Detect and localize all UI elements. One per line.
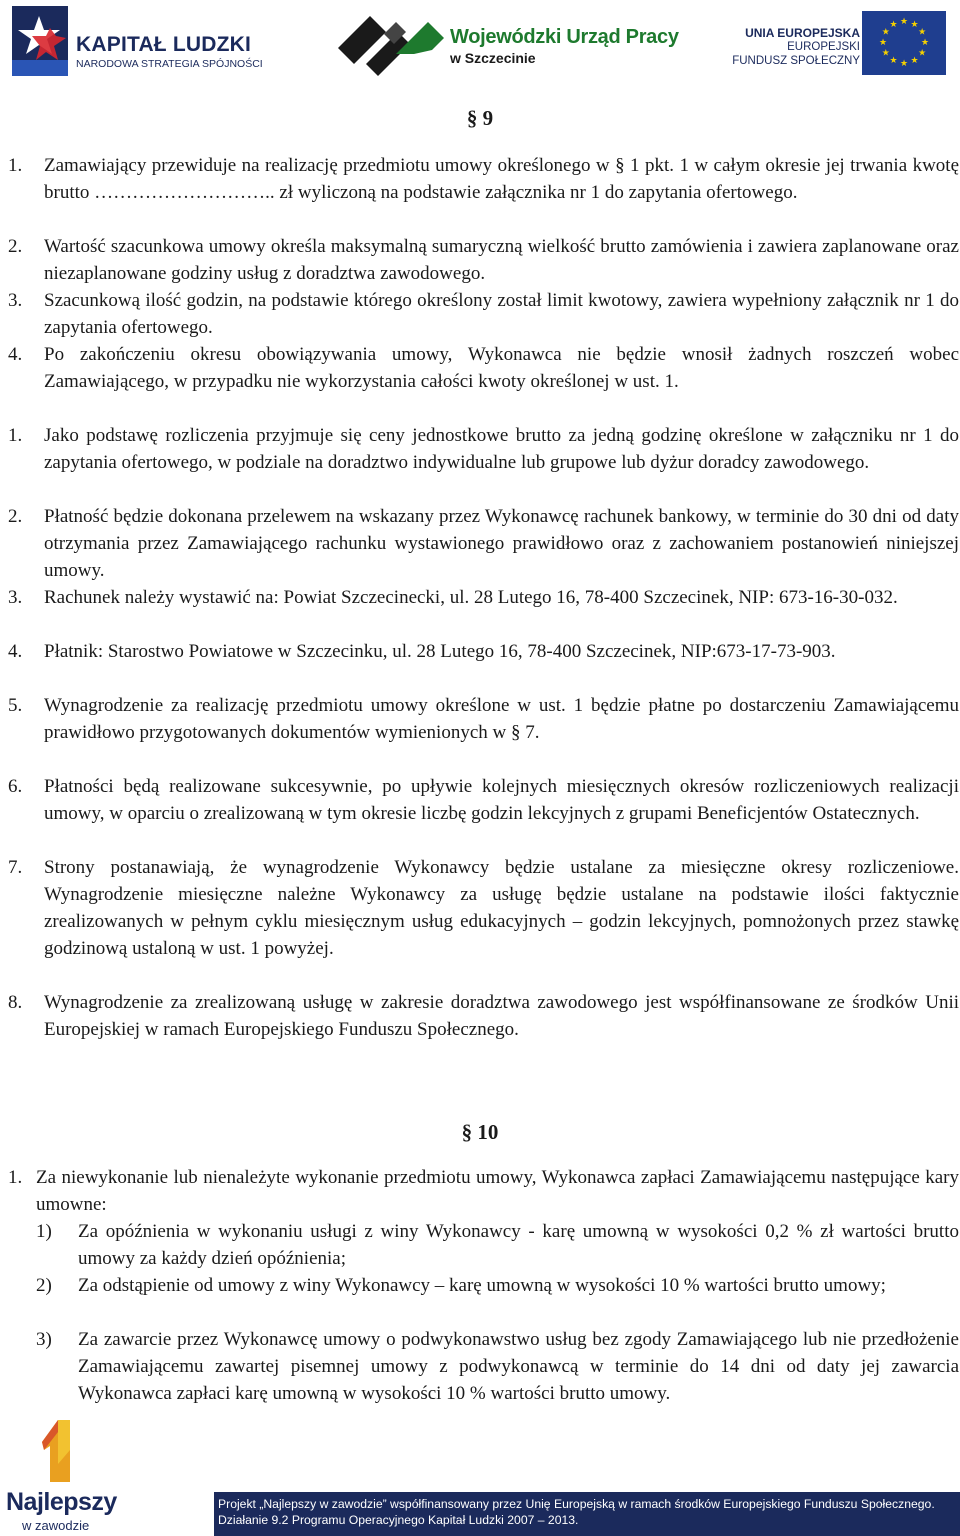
najlepszy-logo-text: Najlepszy xyxy=(6,1488,117,1516)
svg-text:★: ★ xyxy=(881,27,890,38)
svg-text:★: ★ xyxy=(899,59,909,69)
s9-paragraph-1 xyxy=(8,152,959,206)
paragraph-text: Wynagrodzenie za zrealizowaną usługę w zakresie doradztwa zawodowego jest współfinansowane ze środków Unii Europejskiej w ramach Europejskiego Funduszu Społecznego. xyxy=(44,992,959,1040)
kapital-ludzki-star-icon xyxy=(12,6,72,78)
paragraph-text: Strony postanawiają, że wynagrodzenie Wykonawcy będzie ustalane za miesięczne okresy rozliczeniowe. Wynagrodzenie miesięczne należne Wykonawcy za usługę będzie ustalane na podstawie ilości faktycznie zrealizowanych w pełnym cyklu miesięcznym usług edukacyjnych – godzin lekcyjnych, pomnożonych przez stawkę godzinową ustaloną w ust. 1 powyżej. xyxy=(44,857,959,959)
paragraph-text: Za niewykonanie lub nienależyte wykonanie przedmiotu umowy, Wykonawca zapłaci Zamawiającemu następujące kary umowne: xyxy=(36,1167,959,1215)
eu-line-3: FUNDUSZ SPOŁECZNY xyxy=(732,55,860,67)
s9-paragraph-12 xyxy=(8,989,959,1043)
svg-text:★: ★ xyxy=(910,56,919,67)
s9-paragraph-5 xyxy=(8,422,959,476)
item-text: Za zawarcie przez Wykonawcę umowy o podwykonawstwo usług bez zgody Zamawiającego lub nie przedłożenie Zamawiającemu zawartej pisemnej umowy z podwykonawcą w terminie do 14 dni od daty jej zawarcia Wykonawca zapłaci karę umowną w wysokości 10 % wartości brutto umowy. xyxy=(78,1329,959,1404)
eu-flag-icon xyxy=(862,11,946,75)
paragraph-text: Płatność będzie dokonana przelewem na wskazany przez Wykonawcę rachunek bankowy, w terminie do 30 dni od daty otrzymania przez Zamawiającego rachunku wystawionego prawidłowo oraz z zachowaniem postanowień niniejszej umowy. xyxy=(44,506,959,581)
s9-paragraph-9 xyxy=(8,692,959,746)
svg-text:★: ★ xyxy=(918,27,927,38)
paragraph-number: 2. xyxy=(8,236,23,257)
s9-paragraph-11 xyxy=(8,854,959,962)
kapital-ludzki-title: KAPITAŁ LUDZKI xyxy=(76,33,252,56)
kapital-ludzki-subtitle: NARODOWA STRATEGIA SPÓJNOŚCI xyxy=(76,58,263,70)
svg-text:★: ★ xyxy=(878,38,888,48)
paragraph-number: 3. xyxy=(8,587,23,608)
footer-project-info xyxy=(218,1496,960,1528)
paragraph-number: 5. xyxy=(8,695,23,716)
najlepszy-number-one-icon xyxy=(28,1420,88,1486)
section-9-heading: § 9 xyxy=(466,106,494,130)
item-number: 2) xyxy=(36,1275,52,1296)
paragraph-text: Płatności będą realizowane sukcesywnie, po upływie kolejnych miesięcznych okresów rozliczeniowych realizacji umowy, w oparciu o zrealizowaną w tym okresie liczbę godzin lekcyjnych z grupami Beneficjentów Ostatecznych. xyxy=(44,776,959,824)
paragraph-text: Płatnik: Starostwo Powiatowe w Szczecinku, ul. 28 Lutego 16, 78-400 Szczecinek, NIP:673-17-73-903. xyxy=(44,641,836,662)
paragraph-number: 4. xyxy=(8,641,23,662)
paragraph-number: 1. xyxy=(8,1167,23,1188)
paragraph-number: 1. xyxy=(8,155,23,176)
item-number: 3) xyxy=(36,1329,52,1350)
najlepszy-logo-subtext: w zawodzie xyxy=(22,1518,90,1533)
s10-intro-paragraph xyxy=(8,1164,959,1218)
s10-item-1 xyxy=(36,1218,959,1272)
item-text: Za opóźnienia w wykonaniu usługi z winy Wykonawcy - karę umowną w wysokości 0,2 % zł wartości brutto umowy za każdy dzień opóźnienia; xyxy=(78,1221,959,1269)
page-header xyxy=(0,0,960,90)
kapital-ludzki-logo xyxy=(12,6,263,76)
paragraph-text: Po zakończeniu okresu obowiązywania umowy, Wykonawca nie będzie wnosił żadnych roszczeń wobec Zamawiającego, w przypadku nie wykorzystania całości kwoty określonej w ust. 1. xyxy=(44,344,959,392)
section-10-heading: § 10 xyxy=(461,1120,499,1144)
s9-paragraph-2 xyxy=(8,233,959,287)
footer-line-1: Projekt „Najlepszy w zawodzie” współfinansowany przez Unię Europejską w ramach środków Europejskiego Funduszu Społecznego. xyxy=(218,1497,935,1511)
s9-paragraph-7 xyxy=(8,584,959,611)
wup-arrow-icon xyxy=(336,14,446,78)
s9-paragraph-8 xyxy=(8,638,959,665)
svg-text:★: ★ xyxy=(889,56,898,67)
paragraph-text: Szacunkową ilość godzin, na podstawie którego określony został limit kwotowy, zawiera wypełniony załącznik nr 1 do zapytania ofertowego. xyxy=(44,290,959,338)
wup-logo xyxy=(336,14,679,78)
s9-paragraph-10 xyxy=(8,773,959,827)
paragraph-number: 8. xyxy=(8,992,23,1013)
paragraph-number: 3. xyxy=(8,290,23,311)
paragraph-number: 6. xyxy=(8,776,23,797)
s10-item-2 xyxy=(36,1272,959,1299)
eu-line-2: EUROPEJSKI xyxy=(787,41,860,53)
s9-paragraph-4 xyxy=(8,341,959,395)
svg-text:★: ★ xyxy=(918,48,927,59)
eu-logo xyxy=(732,6,954,76)
paragraph-number: 1. xyxy=(8,425,23,446)
paragraph-text: Wynagrodzenie za realizację przedmiotu umowy określone w ust. 1 będzie płatne po dostarczeniu Zamawiającemu prawidłowo przygotowanych dokumentów wymienionych w § 7. xyxy=(44,695,959,743)
paragraph-number: 7. xyxy=(8,857,23,878)
page-footer xyxy=(0,1420,960,1536)
svg-text:★: ★ xyxy=(881,48,890,59)
paragraph-text: Jako podstawę rozliczenia przyjmuje się ceny jednostkowe brutto za jedną godzinę określone w załączniku nr 1 do zapytania ofertowego, w podziale na doradztwo indywidualne lub grupowe lub dyżur doradcy zawodowego. xyxy=(44,425,959,473)
wup-title: Wojewódzki Urząd Pracy xyxy=(450,26,679,48)
wup-subtitle: w Szczecinie xyxy=(450,50,536,66)
eu-line-1: UNIA EUROPEJSKA xyxy=(745,26,860,40)
svg-text:★: ★ xyxy=(920,38,930,48)
s9-paragraph-6 xyxy=(8,503,959,584)
s10-item-3 xyxy=(36,1326,959,1407)
eu-text xyxy=(732,26,860,68)
paragraph-text: Zamawiający przewiduje na realizację przedmiotu umowy określonego w § 1 pkt. 1 w całym okresie jej trwania kwotę brutto ……………………….. zł wyliczoną na podstawie załącznika nr 1 do zapytania ofertowego. xyxy=(44,155,959,203)
paragraph-text: Wartość szacunkowa umowy określa maksymalną sumaryczną wielkość brutto zamówienia i zawiera zaplanowane oraz niezaplanowane godziny usług z doradztwa zawodowego. xyxy=(44,236,959,284)
svg-text:★: ★ xyxy=(910,19,919,30)
paragraph-text: Rachunek należy wystawić na: Powiat Szczecinecki, ul. 28 Lutego 16, 78-400 Szczecinek, NIP: 673-16-30-032. xyxy=(44,587,898,608)
svg-text:★: ★ xyxy=(889,19,898,30)
item-number: 1) xyxy=(36,1221,52,1242)
paragraph-number: 4. xyxy=(8,344,23,365)
footer-line-2: Działanie 9.2 Programu Operacyjnego Kapitał Ludzki 2007 – 2013. xyxy=(218,1513,579,1527)
s9-paragraph-3 xyxy=(8,287,959,341)
paragraph-number: 2. xyxy=(8,506,23,527)
item-text: Za odstąpienie od umowy z winy Wykonawcy – karę umowną w wysokości 10 % wartości brutto umowy; xyxy=(78,1275,886,1296)
svg-text:★: ★ xyxy=(899,17,909,27)
